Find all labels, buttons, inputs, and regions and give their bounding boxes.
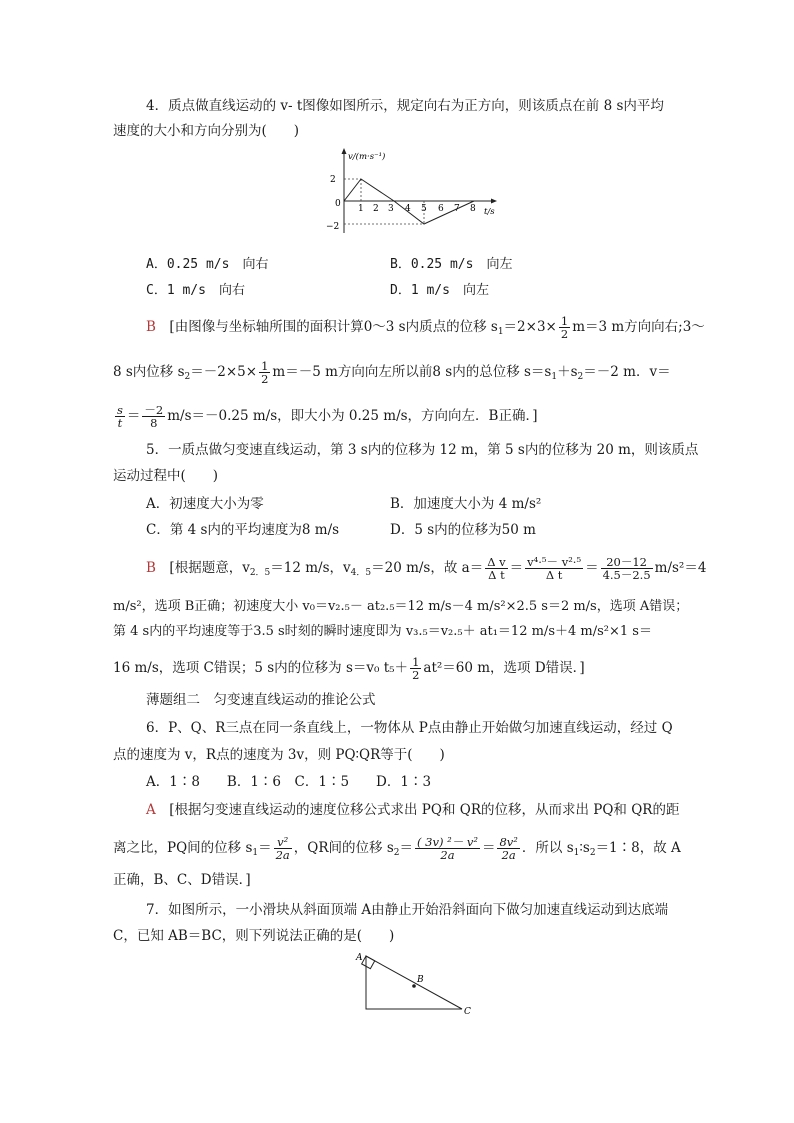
point-b [412, 984, 416, 988]
y-tick-minus2: −2 [326, 222, 340, 232]
x-axis-arrow [491, 199, 497, 204]
x-tick-2: 2 [373, 204, 379, 214]
graph-origin: 0 [335, 199, 341, 209]
q4-option-c: C．1 m/s 向右 [146, 283, 245, 298]
x-tick-3: 3 [388, 204, 394, 214]
x-tick-4: 4 [405, 204, 411, 214]
q4-answer: B [146, 319, 156, 335]
q6-explanation-line1: A [根据匀变速直线运动的速度位移公式求出 PQ和 QR的位移，从而求出 PQ和 QR的距 [146, 802, 680, 818]
q6-stem-line1: 6．P、Q、R三点在同一条直线上，一物体从 P点由静止开始做匀加速直线运动，经过 Q [146, 720, 673, 736]
q4-option-a: A．0.25 m/s 向右 [146, 257, 269, 272]
section-title: 薄题组二 匀变速直线运动的推论公式 [146, 692, 376, 708]
q4-explanation-line2: 8 s内位移 $s_2=-2\times 5\times$ $\frac{1}{2}$ m＝－5 m方向向左所以前8 s内的总位移 $s=s_1+s_2=-2$ m．v＝ [113, 359, 671, 386]
q5-answer: B [146, 560, 156, 576]
label-a: A [356, 953, 363, 963]
q4-vt-graph [322, 145, 512, 245]
q5-stem-line2: 运动过程中( ) [113, 468, 219, 484]
graph-xlabel: t/s [484, 207, 495, 217]
q5-explanation-line3: 第 4 s内的平均速度等于3.5 s时刻的瞬时速度即为 v₃.₅＝v₂.₅＋ at₁＝12 m/s＋4 m/s²×1 s＝ [113, 624, 652, 639]
q6-options: A．1∶8 B．1∶6 C．1∶5 D．1∶3 [146, 774, 432, 790]
q4-stem-line1: 4．质点做直线运动的 v- t图像如图所示，规定向右为正方向，则该质点在前 8 s内平均 [146, 98, 664, 114]
q5-explanation-line4: 16 m/s，选项 C错误；5 s内的位移为 s＝v₀ t₅＋ $\frac{1}{2}$ at²＝60 m，选项 D错误．] [113, 655, 585, 682]
x-tick-5: 5 [421, 204, 427, 214]
q7-incline-figure [352, 948, 482, 1018]
q4-option-b: B．0.25 m/s 向左 [390, 257, 513, 272]
q6-answer: A [146, 802, 156, 818]
q4-stem-line2: 速度的大小和方向分别为( ) [113, 123, 300, 139]
q5-option-a: A．初速度大小为零 [146, 496, 264, 512]
q5-stem-line1: 5．一质点做匀变速直线运动，第 3 s内的位移为 12 m，第 5 s内的位移为 20 m，则该质点 [146, 442, 699, 458]
x-tick-8: 8 [470, 204, 476, 214]
q7-stem-line2: C，已知 AB＝BC，则下列说法正确的是( ) [113, 928, 395, 944]
y-tick-2: 2 [330, 175, 336, 185]
x-tick-1: 1 [358, 204, 364, 214]
q6-explanation-line2: 离之比，PQ间的位移 $s_1=$ $\frac{\text{v²}}{2a}$ ，QR间的位移 $s_2=$ $\frac{\text{( 3v) ²－ v²}}{2a}$ ＝ $\frac{\text{8v²}}{2a}$ ．所以 $s_1∶s_2=1∶8$，故 A [113, 835, 681, 862]
graph-ylabel: v/(m·s⁻¹) [348, 152, 386, 162]
q5-explanation-line1: B [根据题意，$v_{2.5}=12$ m/s，$v_{4.5}=20$ m/s，故 a＝ $\frac{\text{Δ v}}{\text{Δ t}}$ ＝ $\frac{\text{v⁴·⁵－ v²·⁵}}{\text{Δ t}}$ ＝ $\frac{20-12}{4.5-2.5}$ m/s²＝4 [146, 555, 707, 582]
label-c: C [464, 1007, 471, 1017]
q5-explanation-line2: m/s²，选项 B正确；初速度大小 v₀＝v₂.₅－ at₂.₅＝12 m/s－4 m/s²×2.5 s＝2 m/s，选项 A错误； [113, 599, 689, 614]
q6-stem-line2: 点的速度为 v，R点的速度为 3v，则 PQ∶QR等于( ) [113, 747, 445, 763]
q4-explanation-line1: B [由图像与坐标轴所围的面积计算0～3 s内质点的位移 $s_1=2\times 3\times$ $\frac{1}{2}$ m＝3 m方向向右;3～ [146, 314, 705, 341]
q5-option-c: C．第 4 s内的平均速度为8 m/s [146, 522, 340, 538]
label-b: B [417, 975, 424, 985]
q6-explanation-line3: 正确，B、C、D错误．] [113, 872, 251, 888]
q4-explanation-line3: $\frac{s}{t}$ ＝ $\frac{-2}{8}$ m/s＝－0.25 m/s，即大小为 0.25 m/s，方向向左．B正确．] [117, 403, 538, 430]
incline-triangle [366, 956, 462, 1009]
slider-block [362, 956, 375, 969]
y-axis-arrow [342, 148, 347, 154]
q5-option-b: B．加速度大小为 4 m/s² [390, 496, 542, 512]
x-tick-6: 6 [438, 204, 444, 214]
x-tick-7: 7 [454, 204, 460, 214]
q7-stem-line1: 7．如图所示，一小滑块从斜面顶端 A由静止开始沿斜面向下做匀加速直线运动到达底端 [146, 902, 669, 918]
q5-option-d: D．5 s内的位移为50 m [390, 522, 536, 538]
q4-option-d: D．1 m/s 向左 [390, 283, 489, 298]
